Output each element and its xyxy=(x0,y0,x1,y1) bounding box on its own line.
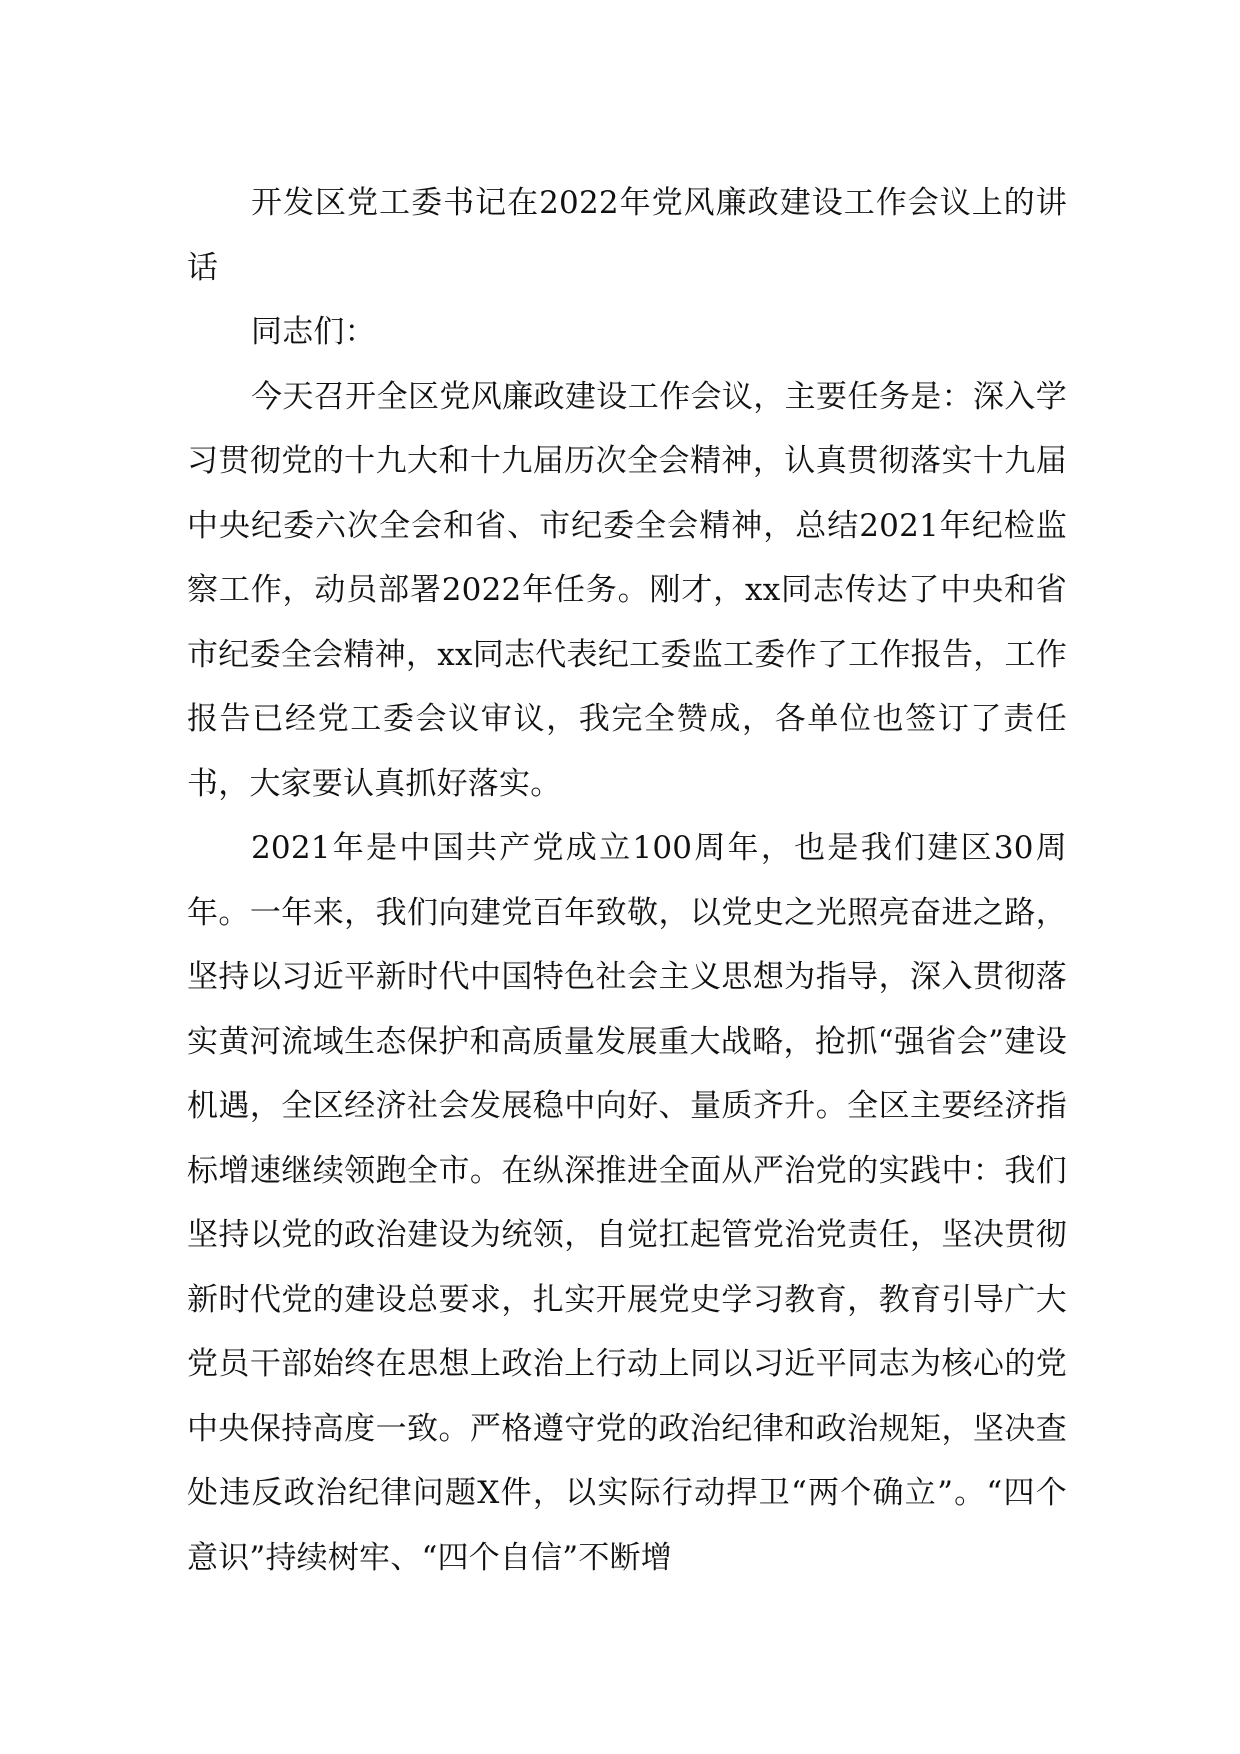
paragraph-1: 今天召开全区党风廉政建设工作会议，主要任务是：深入学习贯彻党的十九大和十九届历次全会精神，认真贯彻落实十九届中央纪委六次全会和省、市纪委全会精神，总结2021年纪检监察工作，动员部署2022年任务。刚才，xx同志传达了中央和省市纪委全会精神，xx同志代表纪工委监工委作了工作报告，工作报告已经党工委会议审议，我完全赞成，各单位也签订了责任书，大家要认真抓好落实。 xyxy=(187,378,1067,802)
salutation: 同志们： xyxy=(251,314,376,350)
document-title: 开发区党工委书记在2022年党风廉政建设工作会议上的讲话 xyxy=(187,185,1067,286)
paragraph-2: 2021年是中国共产党成立100周年，也是我们建区30周年。一年来，我们向建党百年致敬，以党史之光照亮奋进之路，坚持以习近平新时代中国特色社会主义思想为指导，深入贯彻落实黄河流域生态保护和高质量发展重大战略，抢抓“强省会”建设机遇，全区经济社会发展稳中向好、量质齐升。全区主要经济指标增速继续领跑全市。在纵深推进全面从严治党的实践中：我们坚持以党的政治建设为统领，自觉扛起管党治党责任，坚决贯彻新时代党的建设总要求，扎实开展党史学习教育，教育引导广大党员干部始终在思想上政治上行动上同以习近平同志为核心的党中央保持高度一致。严格遵守党的政治纪律和政治规矩，坚决查处违反政治纪律问题X件，以实际行动捍卫“两个确立”。“四个意识”持续树牢、“四个自信”不断增 xyxy=(187,830,1067,1576)
document-body xyxy=(187,171,1067,1590)
